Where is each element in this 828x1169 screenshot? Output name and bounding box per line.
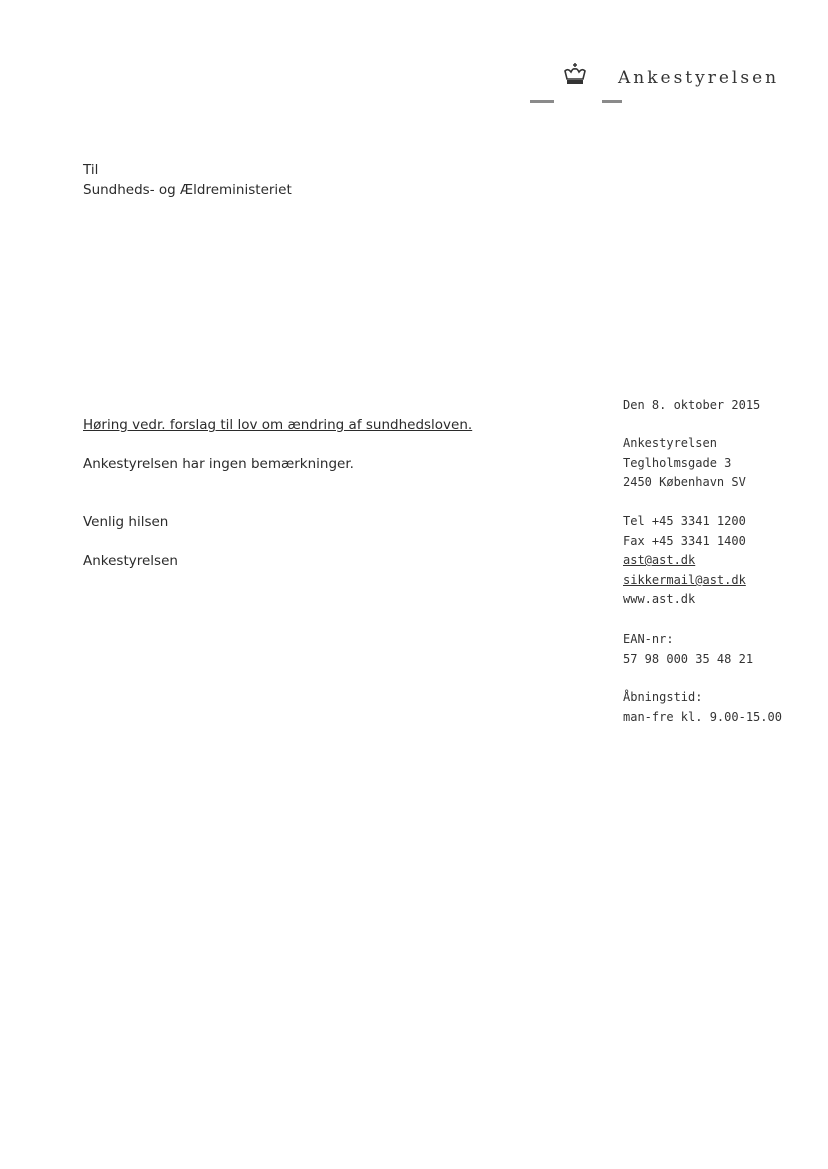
logo-divider-left (530, 100, 554, 103)
opening-hours (623, 688, 782, 727)
contact-info (623, 512, 746, 610)
opening-value: man-fre kl. 9.00-15.00 (623, 709, 782, 724)
email-link[interactable]: ast@ast.dk (623, 553, 696, 568)
sender-name: Ankestyrelsen (623, 436, 717, 450)
logo-divider-right (602, 100, 622, 103)
ean-value: 57 98 000 35 48 21 (623, 651, 754, 666)
crown-icon (562, 62, 588, 86)
website-link[interactable]: www.ast.dk (623, 592, 696, 607)
sender-city: 2450 København SV (623, 475, 746, 490)
phone-number: Tel +45 3341 1200 (623, 514, 746, 528)
fax-number: Fax +45 3341 1400 (623, 533, 746, 548)
letter-closing: Venlig hilsen (83, 514, 169, 530)
letter-body: Ankestyrelsen har ingen bemærkninger. (83, 456, 354, 472)
recipient-to: Til (83, 162, 99, 178)
ean-label: EAN-nr: (623, 632, 674, 646)
recipient-block (83, 160, 292, 200)
secure-email-link[interactable]: sikkermail@ast.dk (623, 572, 746, 587)
letter-date: Den 8. oktober 2015 (623, 398, 761, 412)
brand-name: Ankestyrelsen (618, 68, 780, 88)
sender-address (623, 434, 746, 493)
ean-block (623, 630, 753, 669)
recipient-name: Sundheds- og Ældreministeriet (83, 182, 292, 198)
sender-street: Teglholmsgade 3 (623, 455, 732, 470)
letter-subject: Høring vedr. forslag til lov om ændring af sundhedsloven. (83, 417, 473, 433)
header-logo (530, 58, 820, 108)
opening-label: Åbningstid: (623, 690, 703, 704)
letter-signature: Ankestyrelsen (83, 553, 178, 569)
